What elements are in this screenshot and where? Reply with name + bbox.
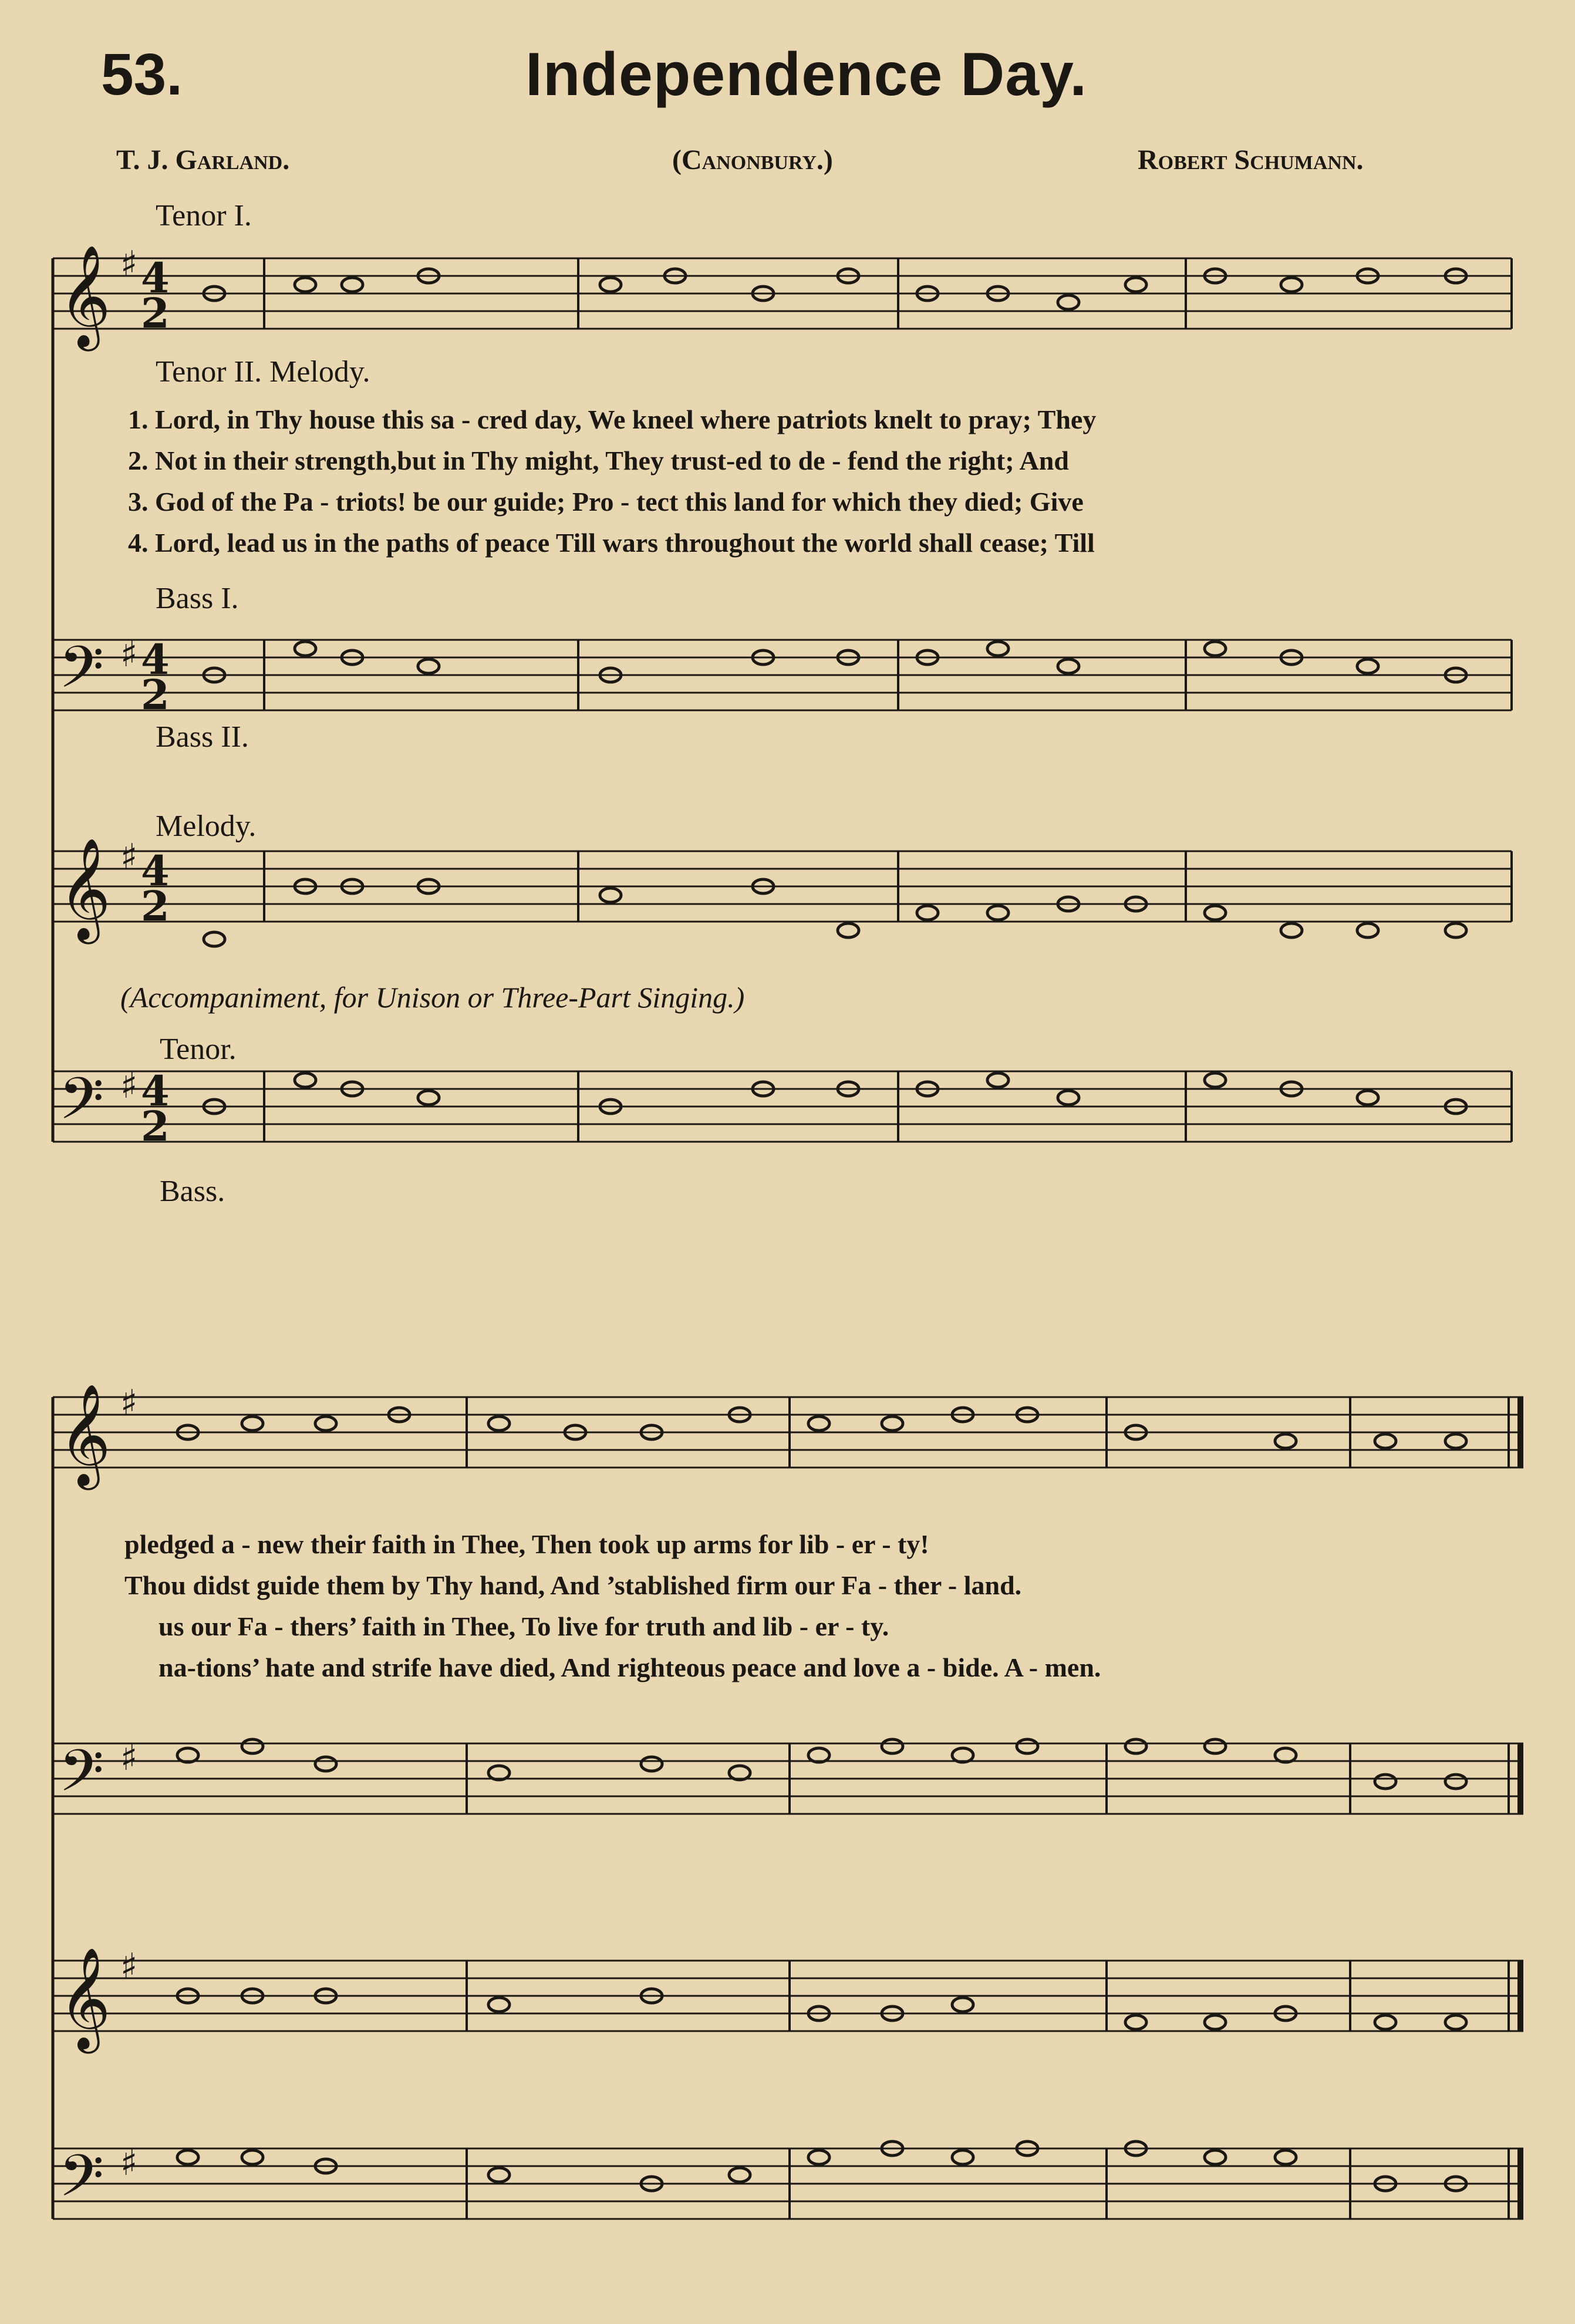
author-credit: T. J. Garland. <box>116 144 290 176</box>
verse-4-line-1: 4. Lord, lead us in the paths of peace Till wars throughout the world shall cease; Till <box>128 528 1095 558</box>
verse-2-line-2: Thou didst guide them by Thy hand, And ’stablished firm our Fa - ther - land. <box>124 1570 1022 1600</box>
verse-3-line-2: us our Fa - thers’ faith in Thee, To live for truth and lib - er - ty. <box>158 1611 889 1641</box>
bass-clef-icon: 𝄢 <box>59 634 104 716</box>
svg-text:♯: ♯ <box>120 1738 138 1779</box>
verse-4-line-2: na-tions’ hate and strife have died, And righteous peace and love a - bide. A - men. <box>158 1652 1101 1682</box>
tune-name: (Canonbury.) <box>672 144 833 176</box>
staff-tenor-2 <box>53 1397 1523 1468</box>
svg-text:♯: ♯ <box>120 1065 138 1107</box>
label-bass-1: Bass I. <box>156 582 239 615</box>
accompaniment-note: (Accompaniment, for Unison or Three-Part Singing.) <box>120 981 745 1014</box>
label-tenor-2-melody: Tenor II. Melody. <box>156 355 370 389</box>
svg-text:♯: ♯ <box>120 244 138 285</box>
notes-system-2 <box>177 1408 1466 2191</box>
staff-tenor-1 <box>53 258 1512 329</box>
treble-clef-icon: 𝄞 <box>59 838 111 940</box>
staff-tenor-bass-acc-2 <box>53 2148 1523 2219</box>
verse-2-line-1: 2. Not in their strength,but in Thy might, They trust-ed to de - fend the right; And <box>128 446 1069 475</box>
verse-1-line-2: pledged a - new their faith in Thee, Then took up arms for lib - er - ty! <box>124 1529 929 1559</box>
svg-text:4: 4 <box>141 635 170 684</box>
label-bass-2: Bass II. <box>156 720 249 754</box>
bass-clef-icon: 𝄢 <box>59 1065 104 1147</box>
svg-text:♯: ♯ <box>120 1946 138 1987</box>
svg-text:2: 2 <box>141 289 170 338</box>
svg-text:2: 2 <box>141 670 170 719</box>
staff-melody-acc-1 <box>53 851 1512 922</box>
hymn-title: Independence Day. <box>525 41 1088 109</box>
label-tenor: Tenor. <box>160 1033 237 1066</box>
svg-text:4: 4 <box>141 254 170 302</box>
svg-text:4: 4 <box>141 1067 170 1115</box>
bass-clef-icon: 𝄢 <box>59 1738 104 1819</box>
svg-text:♯: ♯ <box>120 1382 138 1424</box>
svg-text:♯: ♯ <box>120 836 138 878</box>
label-melody: Melody. <box>156 809 257 843</box>
staff-bass-2 <box>53 1743 1523 1814</box>
svg-text:4: 4 <box>141 846 170 895</box>
svg-text:2: 2 <box>141 1102 170 1151</box>
svg-text:♯: ♯ <box>120 634 138 675</box>
verse-3-line-1: 3. God of the Pa - triots! be our guide; Pro - tect this land for which they died; Give <box>128 487 1084 517</box>
svg-text:2: 2 <box>141 882 170 930</box>
treble-clef-icon: 𝄞 <box>59 1384 111 1486</box>
svg-text:♯: ♯ <box>120 2143 138 2184</box>
label-tenor-1: Tenor I. <box>156 199 252 232</box>
composer-credit: Robert Schumann. <box>1138 144 1364 176</box>
staff-melody-acc-2 <box>53 1961 1523 2031</box>
verse-1-line-1: 1. Lord, in Thy house this sa - cred day, We kneel where patriots knelt to pray; They <box>128 404 1097 434</box>
treble-clef-icon: 𝄞 <box>59 245 111 347</box>
treble-clef-icon: 𝄞 <box>59 1947 111 2049</box>
hymn-number: 53. <box>101 42 183 107</box>
label-bass: Bass. <box>160 1175 225 1208</box>
bass-clef-icon: 𝄢 <box>59 2143 104 2224</box>
